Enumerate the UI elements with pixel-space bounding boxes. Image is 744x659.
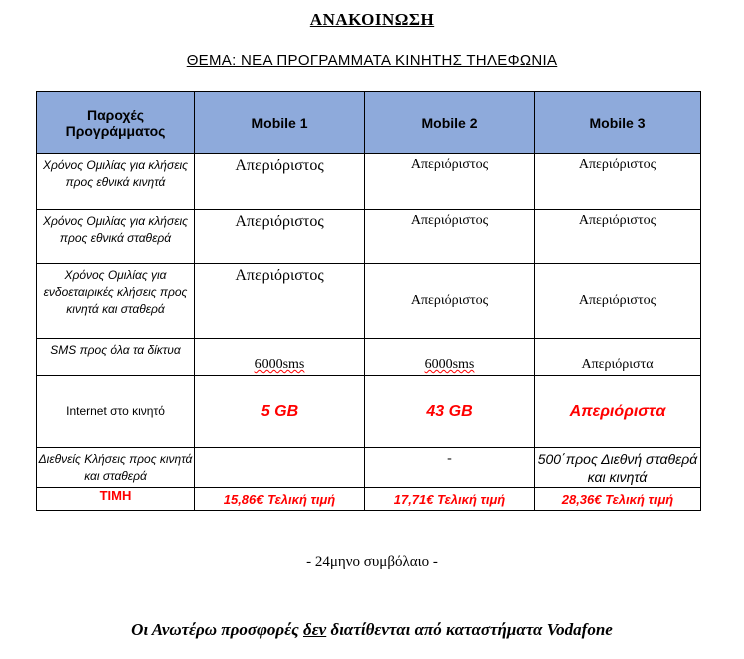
price-row: [37, 488, 701, 511]
subject-line: ΘΕΜΑ: ΝΕΑ ΠΡΟΓΡΑΜΜΑΤΑ ΚΙΝΗΤΗΣ ΤΗΛΕΦΩΝΙΑ: [186, 52, 558, 69]
table-row: [37, 339, 701, 376]
table-row: [37, 376, 701, 448]
cell-value: Απεριόριστος: [365, 264, 535, 339]
cell-value: -: [365, 448, 535, 488]
row-label: Internet στο κινητό: [37, 376, 195, 448]
cell-value: Απεριόριστος: [535, 154, 701, 210]
cell-value: 500΄προς Διεθνή σταθερά και κινητά: [535, 448, 701, 488]
row-label: Διεθνείς Κλήσεις προς κινητά και σταθερά: [37, 448, 195, 488]
row-label: Χρόνος Ομιλίας για κλήσεις προς εθνικά σταθερά: [37, 210, 195, 264]
plans-table: [36, 91, 701, 511]
header-mobile-2: Mobile 2: [365, 92, 535, 154]
table-row: [37, 210, 701, 264]
cell-value: Απεριόριστος: [365, 210, 535, 264]
table-row: [37, 264, 701, 339]
cell-value: 6000sms: [195, 339, 365, 376]
cell-value: Απεριόριστος: [195, 154, 365, 210]
cell-value: 43 GB: [365, 376, 535, 448]
table-row: [37, 448, 701, 488]
cell-value: Απεριόριστος: [535, 210, 701, 264]
price-value: 17,71€ Τελική τιμή: [365, 488, 535, 511]
footer-notice: Οι Ανωτέρω προσφορές δεν διατίθενται από καταστήματα Vodafone: [131, 620, 613, 639]
header-mobile-1: Mobile 1: [195, 92, 365, 154]
price-value: 28,36€ Τελική τιμή: [535, 488, 701, 511]
cell-value: Απεριόριστα: [535, 339, 701, 376]
cell-value: Απεριόριστα: [535, 376, 701, 448]
row-label: Χρόνος Ομιλίας για ενδοεταιρικές κλήσεις προς κινητά και σταθερά: [37, 264, 195, 339]
table-header-row: [37, 92, 701, 154]
row-label: SMS προς όλα τα δίκτυα: [37, 339, 195, 376]
header-features: Παροχές Προγράμματος: [37, 92, 195, 154]
contract-note: - 24μηνο συμβόλαιο -: [306, 554, 438, 570]
row-label: Χρόνος Ομιλίας για κλήσεις προς εθνικά κινητά: [37, 154, 195, 210]
cell-value: [195, 448, 365, 488]
cell-value: 6000sms: [365, 339, 535, 376]
cell-value: Απεριόριστος: [195, 264, 365, 339]
cell-value: Απεριόριστος: [195, 210, 365, 264]
cell-value: Απεριόριστος: [365, 154, 535, 210]
price-label: ΤΙΜΗ: [37, 488, 195, 511]
table-row: [37, 154, 701, 210]
header-mobile-3: Mobile 3: [535, 92, 701, 154]
cell-value: 5 GB: [195, 376, 365, 448]
announcement-title: ΑΝΑΚΟΙΝΩΣΗ: [309, 10, 435, 29]
cell-value: Απεριόριστος: [535, 264, 701, 339]
price-value: 15,86€ Τελική τιμή: [195, 488, 365, 511]
